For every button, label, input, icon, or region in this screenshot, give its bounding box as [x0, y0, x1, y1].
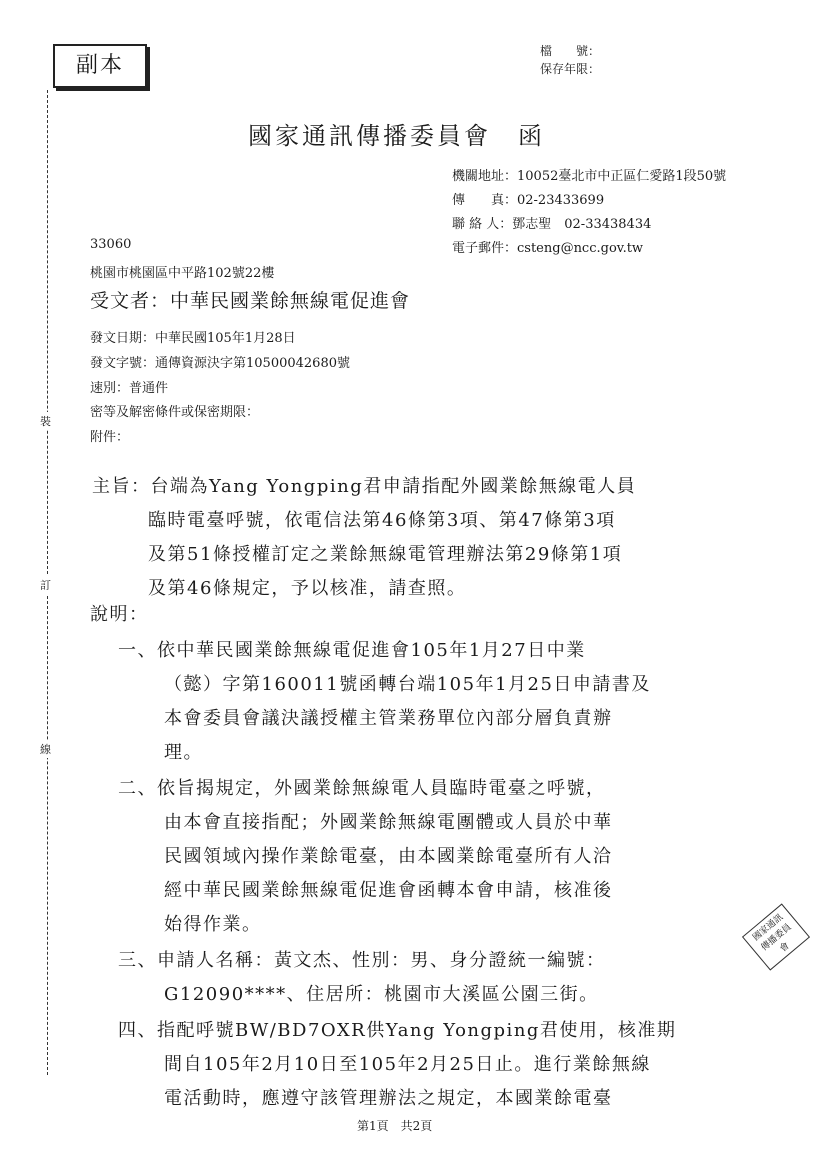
copy-stamp: 副本 — [53, 44, 147, 88]
item-line: 經中華民國業餘無線電促進會函轉本會申請，核准後 — [164, 880, 613, 901]
page-number: 第1頁 共2頁 — [357, 1119, 433, 1133]
agency-address: 機關地址：10052臺北市中正區仁愛路1段50號 — [452, 169, 727, 184]
item-line: 本會委員會議決議授權主管業務單位內部分層負責辦 — [164, 708, 613, 729]
explanation-label: 說明： — [90, 604, 149, 625]
agency-fax: 傳 真：02-23433699 — [452, 193, 605, 208]
item-line: 三、申請人名稱：黃文杰、性別：男、身分證統一編號： — [118, 950, 606, 971]
document-title: 國家通訊傳播委員會 函 — [248, 122, 545, 150]
item-line: 由本會直接指配；外國業餘無線電團體或人員於中華 — [164, 812, 613, 833]
binding-mark: 訂 — [40, 576, 51, 594]
binding-mark: 線 — [40, 740, 51, 758]
item-line: 四、指配呼號BW/BD7OXR供Yang Yongping君使用，核准期 — [118, 1020, 677, 1041]
file-number-label: 檔 號： — [540, 44, 601, 58]
retention-period-label: 保存年限： — [540, 62, 601, 76]
binding-mark: 裝 — [40, 412, 51, 430]
document-number: 發文字號：通傳資源決字第10500042680號 — [90, 356, 350, 371]
item-line: （懿）字第160011號函轉台端105年1月25日申請書及 — [164, 674, 651, 695]
subject-line: 及第46條規定，予以核准，請查照。 — [148, 578, 467, 599]
item-line: 一、依中華民國業餘無線電促進會105年1月27日中業 — [118, 640, 586, 661]
subject-line: 及第51條授權訂定之業餘無線電管理辦法第29條第1項 — [148, 544, 623, 565]
item-line: G12090****、住居所：桃園市大溪區公園三街。 — [164, 984, 599, 1005]
subject-line: 主旨：台端為Yang Yongping君申請指配外國業餘無線電人員 — [92, 476, 637, 497]
recipient-zip: 33060 — [90, 237, 132, 252]
issue-date: 發文日期：中華民國105年1月28日 — [90, 331, 296, 346]
delivery-speed: 速別：普通件 — [90, 381, 169, 396]
security-level: 密等及解密條件或保密期限： — [90, 405, 260, 420]
contact-person: 聯 絡 人：鄧志聖 02-33438434 — [452, 217, 652, 232]
recipient-address: 桃園市桃園區中平路102號22樓 — [90, 266, 275, 281]
attachment: 附件： — [90, 430, 130, 445]
item-line: 間自105年2月10日至105年2月25日止。進行業餘無線 — [164, 1054, 651, 1075]
item-line: 電活動時，應遵守該管理辦法之規定，本國業餘電臺 — [164, 1088, 613, 1109]
subject-line: 臨時電臺呼號，依電信法第46條第3項、第47條第3項 — [148, 510, 616, 531]
item-line: 民國領域內操作業餘電臺，由本國業餘電臺所有人洽 — [164, 846, 613, 867]
item-line: 二、依旨揭規定，外國業餘無線電人員臨時電臺之呼號， — [118, 778, 606, 799]
item-line: 始得作業。 — [164, 914, 262, 935]
agency-seal: 國家通訊傳播委員會 — [742, 903, 810, 970]
contact-email: 電子郵件：csteng@ncc.gov.tw — [452, 241, 644, 256]
recipient: 受文者：中華民國業餘無線電促進會 — [90, 290, 411, 312]
item-line: 理。 — [164, 742, 203, 763]
